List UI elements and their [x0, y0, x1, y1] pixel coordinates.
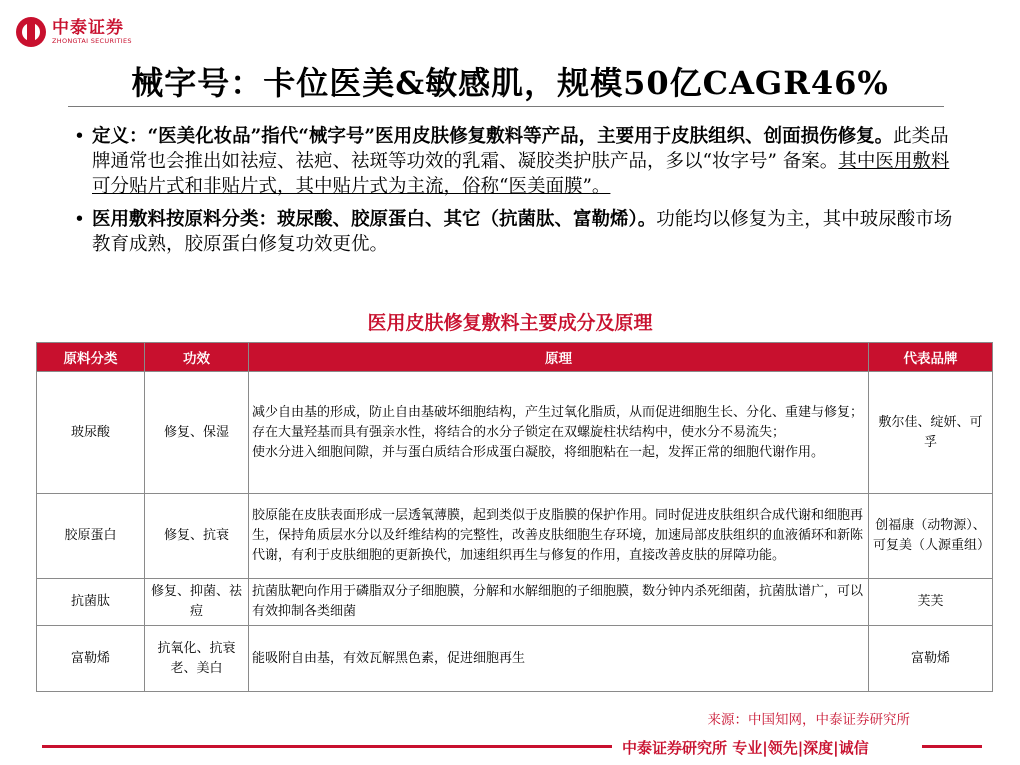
- bullet-classification: [74, 207, 960, 257]
- table-row: [37, 372, 993, 494]
- table-cell-principle: 能吸附自由基，有效瓦解黑色素，促进细胞再生: [249, 626, 869, 692]
- table-cell-material: 胶原蛋白: [37, 494, 145, 579]
- principle-line: 减少自由基的形成，防止自由基破坏细胞结构，产生过氧化脂质，从而促进细胞生长、分化、重建与修复； 存在大量羟基而具有强亲水性，将结合的水分子锁定在双螺旋柱状结构中，使水分不易流失； 使水分进入细胞间隙，并与蛋白质结合形成蛋白凝胶，将细胞粘在一起，发挥正常的细胞代谢作用。: [252, 404, 864, 460]
- bullet-plain-text: 功能均以修复为主，其中玻尿酸市场教育成熟，胶原蛋白修复功效更优。: [92, 209, 953, 255]
- table-title: 医用皮肤修复敷料主要成分及原理: [367, 312, 653, 334]
- footer-slogan: 中泰证券研究所 专业|领先|深度|诚信: [618, 737, 873, 758]
- table-cell-material: 玻尿酸: [37, 372, 145, 494]
- bullet-dot-icon: •: [74, 209, 85, 230]
- brand-logo-icon: [16, 17, 46, 47]
- bullet-list: [74, 124, 960, 265]
- table-row: [37, 626, 993, 692]
- bullet-plain-text: 此类品牌通常也会推出如祛痘、祛疤、祛斑等功效的乳霜、凝胶类护肤产品，多以“妆字号” 备案。: [92, 126, 949, 172]
- table-cell-brands: 敷尔佳、绽妍、可孚: [869, 372, 993, 494]
- table-cell-principle: 抗菌肽靶向作用于磷脂双分子细胞膜，分解和水解细胞的子细胞膜，数分钟内杀死细菌，抗菌肽谱广，可以有效抑制各类细菌: [249, 579, 869, 626]
- bullet-dot-icon: •: [74, 126, 85, 147]
- brand-logo: [16, 17, 132, 47]
- table-header-row: [37, 343, 993, 372]
- table-cell-effect: 抗氧化、抗衰老、美白: [145, 626, 249, 692]
- table-cell-effect: 修复、抗衰: [145, 494, 249, 579]
- title-divider: [68, 106, 944, 107]
- table-cell-effect: 修复、保湿: [145, 372, 249, 494]
- bullet-bold-lead: 医用敷料按原料分类：玻尿酸、胶原蛋白、其它（抗菌肽、富勒烯）。: [92, 209, 657, 230]
- table-cell-material: 抗菌肽: [37, 579, 145, 626]
- table-cell-brands: 富勒烯: [869, 626, 993, 692]
- table-header-cell: 原理: [249, 343, 869, 372]
- table-header-cell: 功效: [145, 343, 249, 372]
- table-cell-brands: 创福康（动物源）、可复美（人源重组）: [869, 494, 993, 579]
- table-cell-brands: 芙芙: [869, 579, 993, 626]
- table-row: [37, 579, 993, 626]
- bullet-bold-lead: 定义：“医美化妆品”指代“械字号”医用皮肤修复敷料等产品，主要用于皮肤组织、创面损伤修复。: [92, 126, 894, 147]
- brand-name-en: ZHONGTAI SECURITIES: [52, 36, 132, 45]
- bullet-definition: [74, 124, 960, 199]
- table-cell-effect: 修复、抑菌、祛痘: [145, 579, 249, 626]
- footer-rule-right: [922, 745, 982, 748]
- table-header-cell: 代表品牌: [869, 343, 993, 372]
- footer-rule-left: [42, 745, 612, 748]
- table-cell-principle: [249, 372, 869, 494]
- table-cell-principle: 胶原能在皮肤表面形成一层透氧薄膜，起到类似于皮脂膜的保护作用。同时促进皮肤组织合成代谢和细胞再生，保持角质层水分以及纤维结构的完整性，改善皮肤细胞生存环境，加速局部皮肤组织的血液循环和新陈代谢，有利于皮肤细胞的更新换代，加速组织再生与修复的作用，直接改善皮肤的屏障功能。: [249, 494, 869, 579]
- table-header-cell: 原料分类: [37, 343, 145, 372]
- source-note: 来源：中国知网，中泰证券研究所: [707, 712, 910, 728]
- table-row: [37, 494, 993, 579]
- page-title: 械字号：卡位医美&敏感肌，规模50亿CAGR46%: [131, 64, 889, 102]
- bullet-underlined-text: 其中医用敷料可分贴片式和非贴片式，其中贴片式为主流，俗称“医美面膜”。: [92, 151, 950, 197]
- ingredients-table: [36, 342, 993, 692]
- table-cell-material: 富勒烯: [37, 626, 145, 692]
- brand-name-cn: 中泰证券: [52, 17, 124, 38]
